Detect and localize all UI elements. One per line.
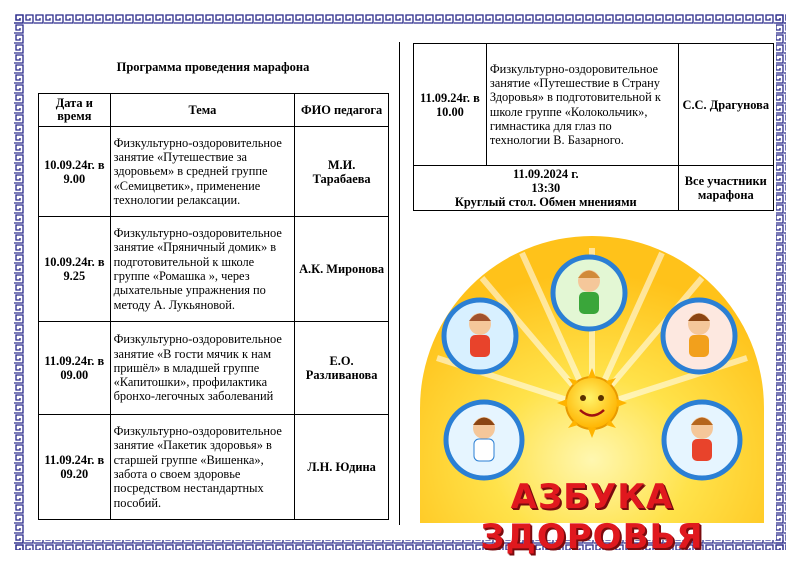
row-teacher: С.С. Драгунова <box>678 44 773 166</box>
round-table-row <box>414 166 774 211</box>
round-table-participants: Все участники марафона <box>678 166 773 211</box>
schedule-table <box>38 93 389 520</box>
table-header-row <box>39 94 389 127</box>
row-topic: Физкультурно-оздоровительное занятие «Пакетик здоровья» в старшей группе «Вишенка», забота о своем здоровье посредством нестандартных пособий. <box>110 415 295 520</box>
row-topic: Физкультурно-оздоровительное занятие «Путешествие в Страну Здоровья» в подготовительной к школе группе «Колокольчик», гимнастика для глаз по технологии В. Базарного. <box>486 44 678 166</box>
row-date: 11.09.24г. в 09.20 <box>39 415 111 520</box>
right-schedule-table <box>413 43 774 211</box>
program-title: Программа проведения марафона <box>116 60 310 74</box>
page-divider <box>399 42 400 525</box>
row-teacher: Е.О. Разливанова <box>295 322 389 415</box>
row-date: 11.09.24г. в 10.00 <box>414 44 487 166</box>
row-topic: Физкультурно-оздоровительное занятие «Путешествие за здоровьем» в средней группе «Семицветик», применение технологии релаксации. <box>110 127 295 217</box>
row-topic: Физкультурно-оздоровительное занятие «В гости мячик к нам пришёл» в младшей группе «Капитошки», профилактика бронхо-легочных заболеваний <box>110 322 295 415</box>
table-row <box>39 127 389 217</box>
row-topic: Физкультурно-оздоровительное занятие «Пряничный домик» в подготовительной к школе группе «Ромашка », через дыхательные упражнения по методу А. Лукьяновой. <box>110 217 295 322</box>
header-teacher: ФИО педагога <box>295 94 389 127</box>
row-date: 10.09.24г. в 9.00 <box>39 127 111 217</box>
header-topic: Тема <box>110 94 295 127</box>
header-date: Дата и время <box>39 94 111 127</box>
row-teacher: М.И. Тарабаева <box>295 127 389 217</box>
round-table-title: Круглый стол. Обмен мнениями <box>454 195 637 209</box>
round-table-time: 13:30 <box>531 181 561 195</box>
row-teacher: А.К. Миронова <box>295 217 389 322</box>
poster-title: АЗБУКА ЗДОРОВЬЯ <box>480 477 704 557</box>
row-date: 11.09.24г. в 09.00 <box>39 322 111 415</box>
row-date: 10.09.24г. в 9.25 <box>39 217 111 322</box>
row-teacher: Л.Н. Юдина <box>295 415 389 520</box>
table-row <box>39 217 389 322</box>
table-row <box>39 322 389 415</box>
table-row <box>39 415 389 520</box>
round-table-cell <box>414 166 679 211</box>
round-table-date: 11.09.2024 г. <box>513 167 579 181</box>
table-row <box>414 44 774 166</box>
